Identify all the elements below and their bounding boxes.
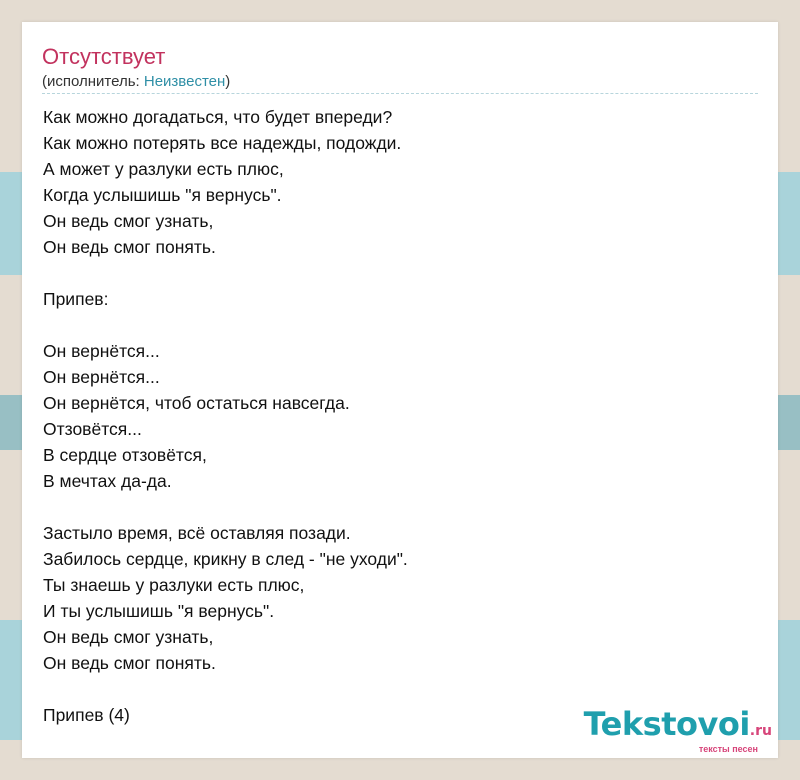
lyrics-line: Когда услышишь "я вернусь".: [43, 185, 282, 205]
lyrics-line: Забилось сердце, крикну в след - "не уходи".: [43, 549, 408, 569]
lyrics-text: [43, 104, 408, 728]
lyrics-line: Он ведь смог узнать,: [43, 627, 214, 647]
logo-wordmark: [584, 707, 772, 748]
lyrics-line: Как можно догадаться, что будет впереди?: [43, 107, 393, 127]
logo-name: Tekstovoi: [583, 705, 750, 743]
lyrics-line: В мечтах да-да.: [43, 471, 172, 491]
lyrics-line: Как можно потерять все надежды, подожди.: [43, 133, 402, 153]
lyrics-line: Припев (4): [43, 705, 130, 725]
artist-suffix: ): [225, 73, 231, 90]
lyrics-card: [22, 22, 778, 758]
song-title: Отсутствует: [42, 44, 166, 69]
lyrics-line: Он ведь смог понять.: [43, 237, 216, 257]
lyrics-line: Ты знаешь у разлуки есть плюс,: [43, 575, 305, 595]
site-logo[interactable]: [584, 707, 772, 754]
lyrics-line: И ты услышишь "я вернусь".: [43, 601, 275, 621]
logo-tagline: тексты песен: [698, 744, 758, 754]
lyrics-blank-line: [43, 260, 408, 286]
artist-prefix: (исполнитель:: [42, 73, 144, 90]
lyrics-line: Он вернётся...: [43, 341, 160, 361]
artist-line: [42, 73, 230, 91]
lyrics-line: А может у разлуки есть плюс,: [43, 159, 284, 179]
lyrics-blank-line: [43, 494, 408, 520]
lyrics-line: Отзовётся...: [43, 419, 142, 439]
lyrics-line: Он ведь смог узнать,: [43, 211, 214, 231]
lyrics-blank-line: [43, 676, 408, 702]
lyrics-line: Застыло время, всё оставляя позади.: [43, 523, 351, 543]
logo-tld: .ru: [749, 723, 772, 739]
lyrics-line: Он ведь смог понять.: [43, 653, 216, 673]
lyrics-line: В сердце отзовётся,: [43, 445, 207, 465]
lyrics-line: Припев:: [43, 289, 109, 309]
artist-link[interactable]: Неизвестен: [143, 73, 226, 90]
lyrics-line: Он вернётся, чтоб остаться навсегда.: [43, 393, 350, 413]
divider: [42, 93, 758, 94]
lyrics-blank-line: [43, 312, 408, 338]
lyrics-line: Он вернётся...: [43, 367, 160, 387]
